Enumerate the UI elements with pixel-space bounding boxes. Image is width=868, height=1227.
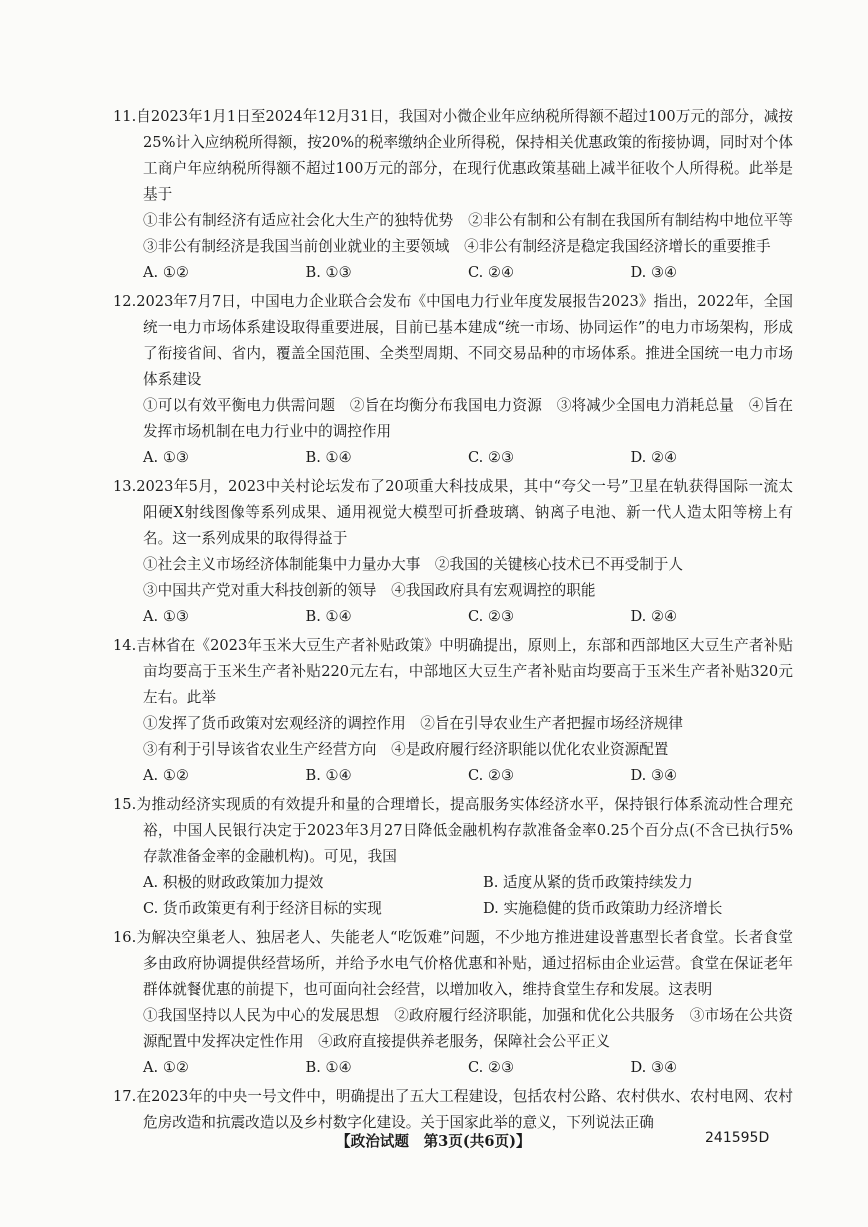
answer-choice: A. ①③ <box>143 449 189 466</box>
question-stem: 12.2023年7月7日，中国电力企业联合会发布《中国电力行业年度发展报告2023》指出，2022年，全国统一电力市场体系建设取得重要进展，目前已基本建成“统一市场、协同运作”的电力市场架构，形成了衔接省间、省内，覆盖全国范围、全类型周期、不同交易品种的市场体系。推进全国统一电力市场体系建设 <box>113 293 793 388</box>
question-stem: 11.自2023年1月1日至2024年12月31日，我国对小微企业年应纳税所得额不超过100万元的部分，减按25%计入应纳税所得额，按20%的税率缴纳企业所得税，保持相关优惠政策的衔接协调，同时对个体工商户年应纳税所得额不超过100万元的部分，在现行优惠政策基础上减半征收个人所得税。此举是基于 <box>113 108 793 203</box>
answer-choice: A. 积极的财政政策加力提效 <box>143 874 324 891</box>
question-list <box>113 104 808 1139</box>
question-item <box>113 289 793 471</box>
answer-choice: B. ①④ <box>305 767 352 784</box>
question-statements: ①社会主义市场经济体制能集中力量办大事 ②我国的关键核心技术已不再受制于人 ③中国共产党对重大科技创新的领导 ④我国政府具有宏观调控的职能 <box>143 556 683 599</box>
answer-choice: D. 实施稳健的货币政策助力经济增长 <box>483 900 723 917</box>
question-statements: ①发挥了货币政策对宏观经济的调控作用 ②旨在引导农业生产者把握市场经济规律 ③有利于引导该省农业生产经营方向 ④是政府履行经济职能以优化农业资源配置 <box>143 715 683 758</box>
answer-choice: B. 适度从紧的货币政策持续发力 <box>483 874 693 891</box>
question-stem: 15.为推动经济实现质的有效提升和量的合理增长，提高服务实体经济水平，保持银行体系流动性合理充裕，中国人民银行决定于2023年3月27日降低金融机构存款准备金率0.25个百分点(不含已执行5%存款准备金率的金融机构)。可见，我国 <box>113 796 793 865</box>
question-item <box>113 474 793 630</box>
answer-choice: A. ①② <box>143 264 189 281</box>
answer-choice: D. ③④ <box>630 767 678 784</box>
answer-choice: C. ②③ <box>468 1059 515 1076</box>
answer-choice: D. ③④ <box>630 1059 678 1076</box>
answer-choices <box>113 870 793 922</box>
question-statements: ①我国坚持以人民为中心的发展思想 ②政府履行经济职能，加强和优化公共服务 ③市场在公共资源配置中发挥决定性作用 ④政府直接提供养老服务，保障社会公平正义 <box>143 1007 793 1050</box>
answer-choices <box>113 604 793 630</box>
answer-choice: A. ①② <box>143 1059 189 1076</box>
answer-choice: D. ②④ <box>630 449 678 466</box>
answer-choice: C. 货币政策更有利于经济目标的实现 <box>143 900 382 917</box>
question-item <box>113 1084 793 1136</box>
answer-choice: A. ①③ <box>143 608 189 625</box>
answer-choice: B. ①④ <box>305 608 352 625</box>
question-item <box>113 633 793 789</box>
question-stem: 16.为解决空巢老人、独居老人、失能老人“吃饭难”问题，不少地方推进建设普惠型长者食堂。长者食堂多由政府协调提供经营场所，并给予水电气价格优惠和补贴，通过招标由企业运营。食堂在保证老年群体就餐优惠的前提下，也可面向社会经营，以增加收入，维持食堂生存和发展。这表明 <box>113 929 793 998</box>
paper-code: 241595D <box>705 1130 770 1146</box>
answer-choice: B. ①③ <box>305 264 352 281</box>
question-item <box>113 792 793 922</box>
answer-choice: D. ②④ <box>630 608 678 625</box>
answer-choices <box>113 763 793 789</box>
question-stem: 17.在2023年的中央一号文件中，明确提出了五大工程建设，包括农村公路、农村供水、农村电网、农村危房改造和抗震改造以及乡村数字化建设。关于国家此举的意义，下列说法正确 <box>113 1088 793 1131</box>
answer-choices <box>113 1055 793 1081</box>
answer-choices <box>113 445 793 471</box>
question-statements: ①非公有制经济有适应社会化大生产的独特优势 ②非公有制和公有制在我国所有制结构中地位平等 ③非公有制经济是我国当前创业就业的主要领域 ④非公有制经济是稳定我国经济增长的重要推手 <box>143 212 808 255</box>
answer-choice: C. ②③ <box>468 449 515 466</box>
answer-choice: B. ①④ <box>305 449 352 466</box>
answer-choice: B. ①④ <box>305 1059 352 1076</box>
question-statements: ①可以有效平衡电力供需问题 ②旨在均衡分布我国电力资源 ③将减少全国电力消耗总量 ④旨在发挥市场机制在电力行业中的调控作用 <box>143 397 793 440</box>
answer-choice: C. ②③ <box>468 767 515 784</box>
answer-choice: C. ②④ <box>468 264 515 281</box>
question-item <box>113 104 808 286</box>
question-stem: 13.2023年5月，2023中关村论坛发布了20项重大科技成果，其中“夸父一号”卫星在轨获得国际一流太阳硬X射线图像等系列成果、通用视觉大模型可折叠玻璃、钠离子电池、新一代人造太阳等榜上有名。这一系列成果的取得得益于 <box>113 478 793 547</box>
footer-title: 【政治试题 第3页(共6页)】 <box>336 1133 531 1150</box>
answer-choice: D. ③④ <box>630 264 678 281</box>
question-item <box>113 925 793 1081</box>
answer-choices <box>113 260 793 286</box>
question-stem: 14.吉林省在《2023年玉米大豆生产者补贴政策》中明确提出，原则上，东部和西部地区大豆生产者补贴亩均要高于玉米生产者补贴220元左右，中部地区大豆生产者补贴亩均要高于玉米生产者补贴320元左右。此举 <box>113 637 793 706</box>
answer-choice: C. ②③ <box>468 608 515 625</box>
answer-choice: A. ①② <box>143 767 189 784</box>
